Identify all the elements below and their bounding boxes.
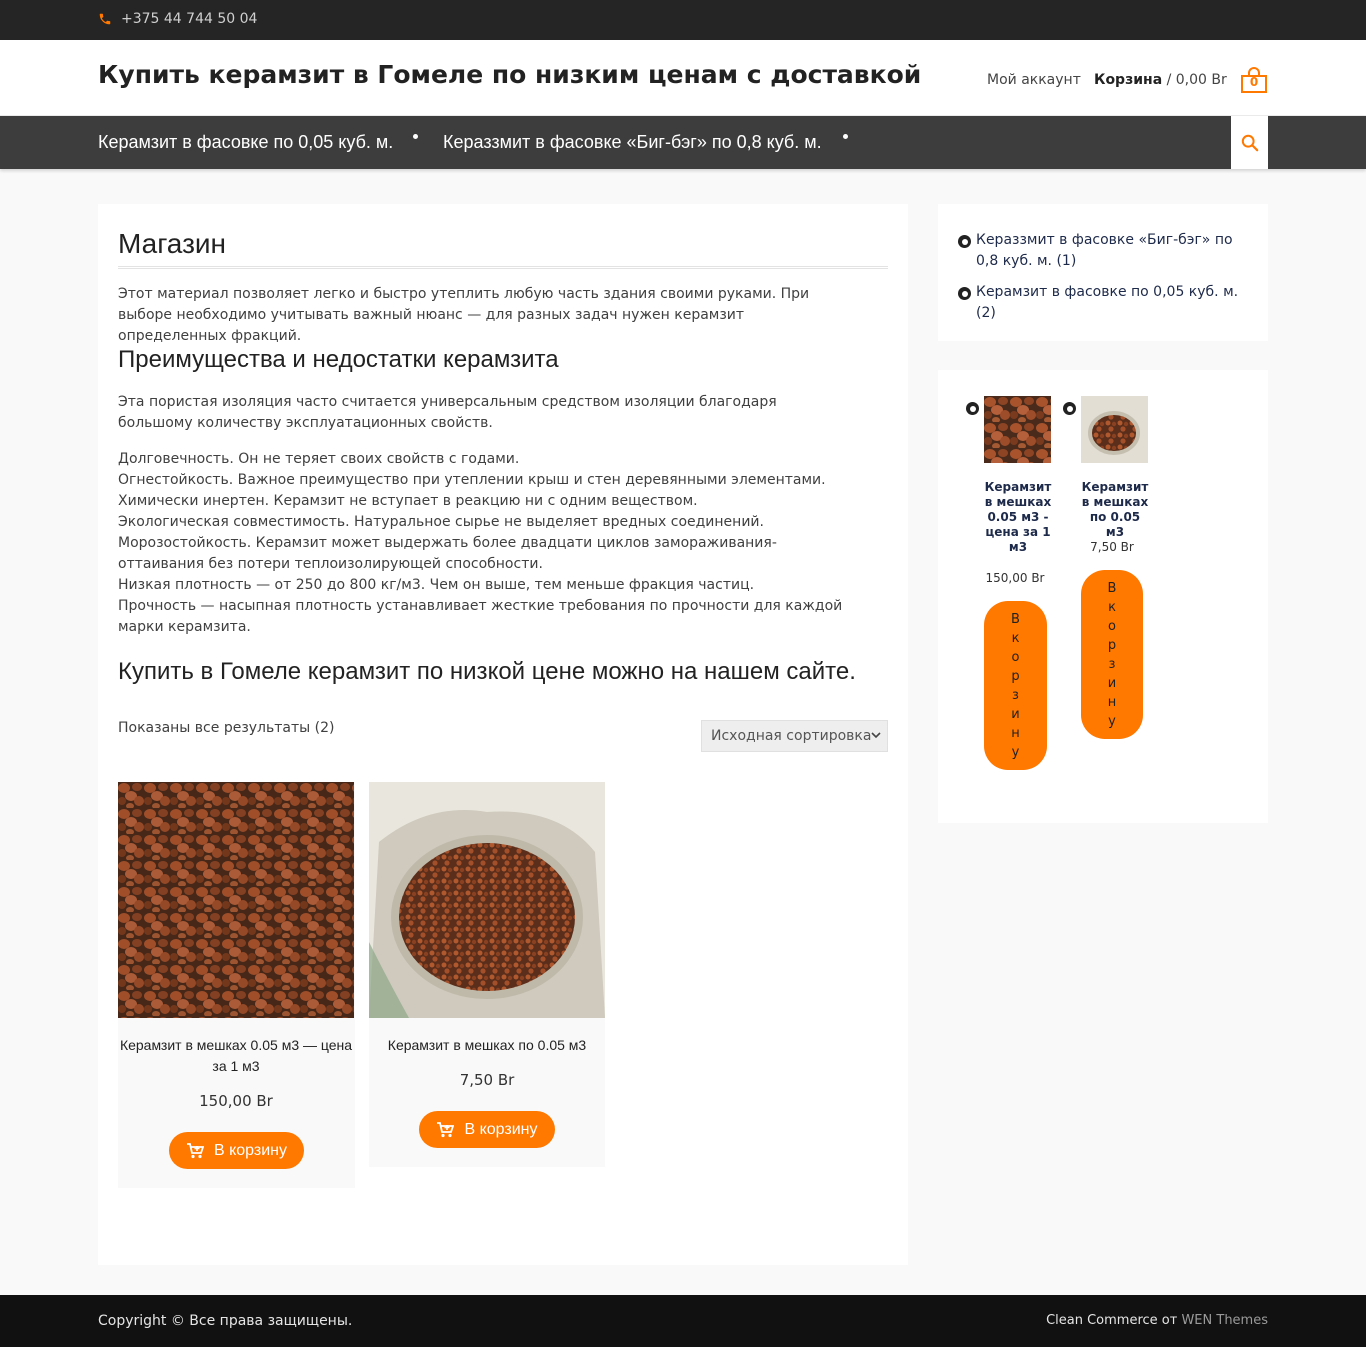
site-title[interactable]: Купить керамзит в Гомеле по низким ценам с доставкой bbox=[98, 60, 922, 89]
widget-product-title[interactable]: Керамзит в мешках по 0.05 м3 bbox=[1081, 480, 1149, 539]
chevron-down-icon bbox=[871, 730, 881, 740]
bullet-icon bbox=[966, 402, 979, 415]
intro-paragraph: Этот материал позволяет легко и быстро утеплить любую часть здания своими руками. При выборе необходимо учитывать важный нюанс — для разных задач нужен керамзит определенных фракций. bbox=[118, 286, 810, 344]
theme-credits bbox=[1046, 1313, 1268, 1328]
advantage-line: Прочность — насыпная плотность устанавливает жесткие требования по прочности для каждой марки керамзита. bbox=[118, 598, 843, 635]
product-image[interactable] bbox=[369, 782, 605, 1018]
my-account-link[interactable]: Мой аккаунт bbox=[987, 72, 1081, 88]
phone-number: +375 44 744 50 04 bbox=[121, 11, 258, 27]
widget-add-to-cart-button[interactable]: В корзину bbox=[984, 601, 1047, 770]
add-to-cart-label: В корзину bbox=[213, 1141, 288, 1159]
copyright-text: Copyright © Все права защищены. bbox=[98, 1313, 353, 1329]
add-to-cart-button[interactable] bbox=[169, 1132, 304, 1169]
theme-author-link[interactable]: WEN Themes bbox=[1181, 1313, 1268, 1328]
category-label: Керамзит в фасовке по 0,05 куб. м. bbox=[976, 284, 1239, 300]
sort-select[interactable] bbox=[701, 720, 888, 752]
advantage-line: Огнестойкость. Важное преимущество при утеплении крыш и стен деревянными элементами. bbox=[118, 472, 826, 488]
phone-icon bbox=[98, 12, 112, 26]
top-bar bbox=[0, 0, 1366, 40]
product-card bbox=[369, 782, 605, 1167]
section-heading-buy: Купить в Гомеле керамзит по низкой цене можно на нашем сайте. bbox=[118, 658, 856, 685]
advantage-line: Низкая плотность — от 250 до 800 кг/м3. Чем он выше, тем меньше фракция частиц. bbox=[118, 577, 755, 593]
advantages-paragraph: Эта пористая изоляция часто считается универсальным средством изоляции благодаря большому количеству эксплуатационных свойств. bbox=[118, 394, 777, 431]
add-to-cart-icon bbox=[186, 1143, 204, 1159]
add-to-cart-button[interactable] bbox=[419, 1111, 555, 1148]
sort-selected-value: Исходная сортировка bbox=[711, 728, 872, 744]
widget-product-title[interactable]: Керамзит в мешках 0.05 м3 - цена за 1 м3 bbox=[984, 480, 1052, 554]
search-icon bbox=[1241, 134, 1259, 152]
title-divider bbox=[118, 266, 888, 269]
product-image[interactable] bbox=[118, 782, 354, 1018]
widget-add-to-cart-button[interactable]: В корзину bbox=[1081, 570, 1143, 739]
category-label: Кераззмит в фасовке «Биг-бэг» по 0,8 куб. м. bbox=[976, 232, 1233, 269]
cart-total: / 0,00 Br bbox=[1162, 72, 1227, 88]
site-header bbox=[0, 40, 1366, 116]
section-heading-advantages: Преимущества и недостатки керамзита bbox=[118, 346, 559, 373]
nav-item-big-bag[interactable]: Кераззмит в фасовке «Биг-бэг» по 0,8 куб. м. bbox=[443, 132, 822, 152]
advantage-line: Химически инертен. Керамзит не вступает в реакцию ни с одним веществом. bbox=[118, 493, 698, 509]
sidebar-category-fasovka-005[interactable] bbox=[958, 282, 1248, 324]
product-title[interactable]: Керамзит в мешках по 0.05 м3 bbox=[387, 1037, 587, 1053]
nav-item-fasovka-005[interactable]: Керамзит в фасовке по 0,05 куб. м. bbox=[98, 132, 394, 152]
search-button[interactable] bbox=[1231, 116, 1268, 169]
widget-product-price: 150,00 Br bbox=[985, 571, 1045, 585]
advantage-line: Долговечность. Он не теряет своих свойств с годами. bbox=[118, 451, 520, 467]
cart-link[interactable] bbox=[1094, 72, 1227, 88]
nav-separator bbox=[843, 134, 848, 139]
bullet-icon bbox=[958, 287, 971, 300]
widget-product-price: 7,50 Br bbox=[1090, 540, 1134, 554]
sidebar-products-widget bbox=[938, 370, 1268, 823]
main-content bbox=[98, 204, 908, 1265]
phone-contact[interactable] bbox=[98, 11, 257, 27]
advantage-line: Морозостойкость. Керамзит может выдержать более двадцати циклов замораживания-оттаивания без потери теплоизолирующей способности. bbox=[118, 535, 777, 572]
sidebar-category-big-bag[interactable] bbox=[958, 230, 1248, 272]
widget-product-image[interactable] bbox=[984, 396, 1051, 463]
result-count: Показаны все результаты (2) bbox=[118, 720, 335, 736]
site-footer bbox=[0, 1295, 1366, 1347]
sidebar-categories-widget bbox=[938, 204, 1268, 341]
cart-label: Корзина bbox=[1094, 72, 1163, 88]
category-count: (2) bbox=[976, 305, 996, 321]
add-to-cart-icon bbox=[436, 1122, 454, 1138]
category-count: (1) bbox=[1056, 253, 1077, 269]
bullet-icon bbox=[958, 235, 971, 248]
add-to-cart-label: В корзину bbox=[464, 1120, 538, 1138]
bullet-icon bbox=[1063, 402, 1076, 415]
product-title[interactable]: Керамзит в мешках 0.05 м3 — цена за 1 м3 bbox=[119, 1037, 353, 1074]
cart-count-badge: 0 bbox=[1249, 75, 1259, 89]
product-price: 7,50 Br bbox=[459, 1071, 515, 1089]
advantage-line: Экологическая совместимость. Натуральное сырье не выделяет вредных соединений. bbox=[118, 514, 764, 530]
product-price: 150,00 Br bbox=[199, 1092, 273, 1110]
nav-separator bbox=[413, 134, 418, 139]
theme-name: Clean Commerce от bbox=[1046, 1313, 1178, 1328]
product-card bbox=[118, 782, 355, 1188]
widget-product-image[interactable] bbox=[1081, 396, 1148, 463]
page-title: Магазин bbox=[118, 228, 227, 259]
